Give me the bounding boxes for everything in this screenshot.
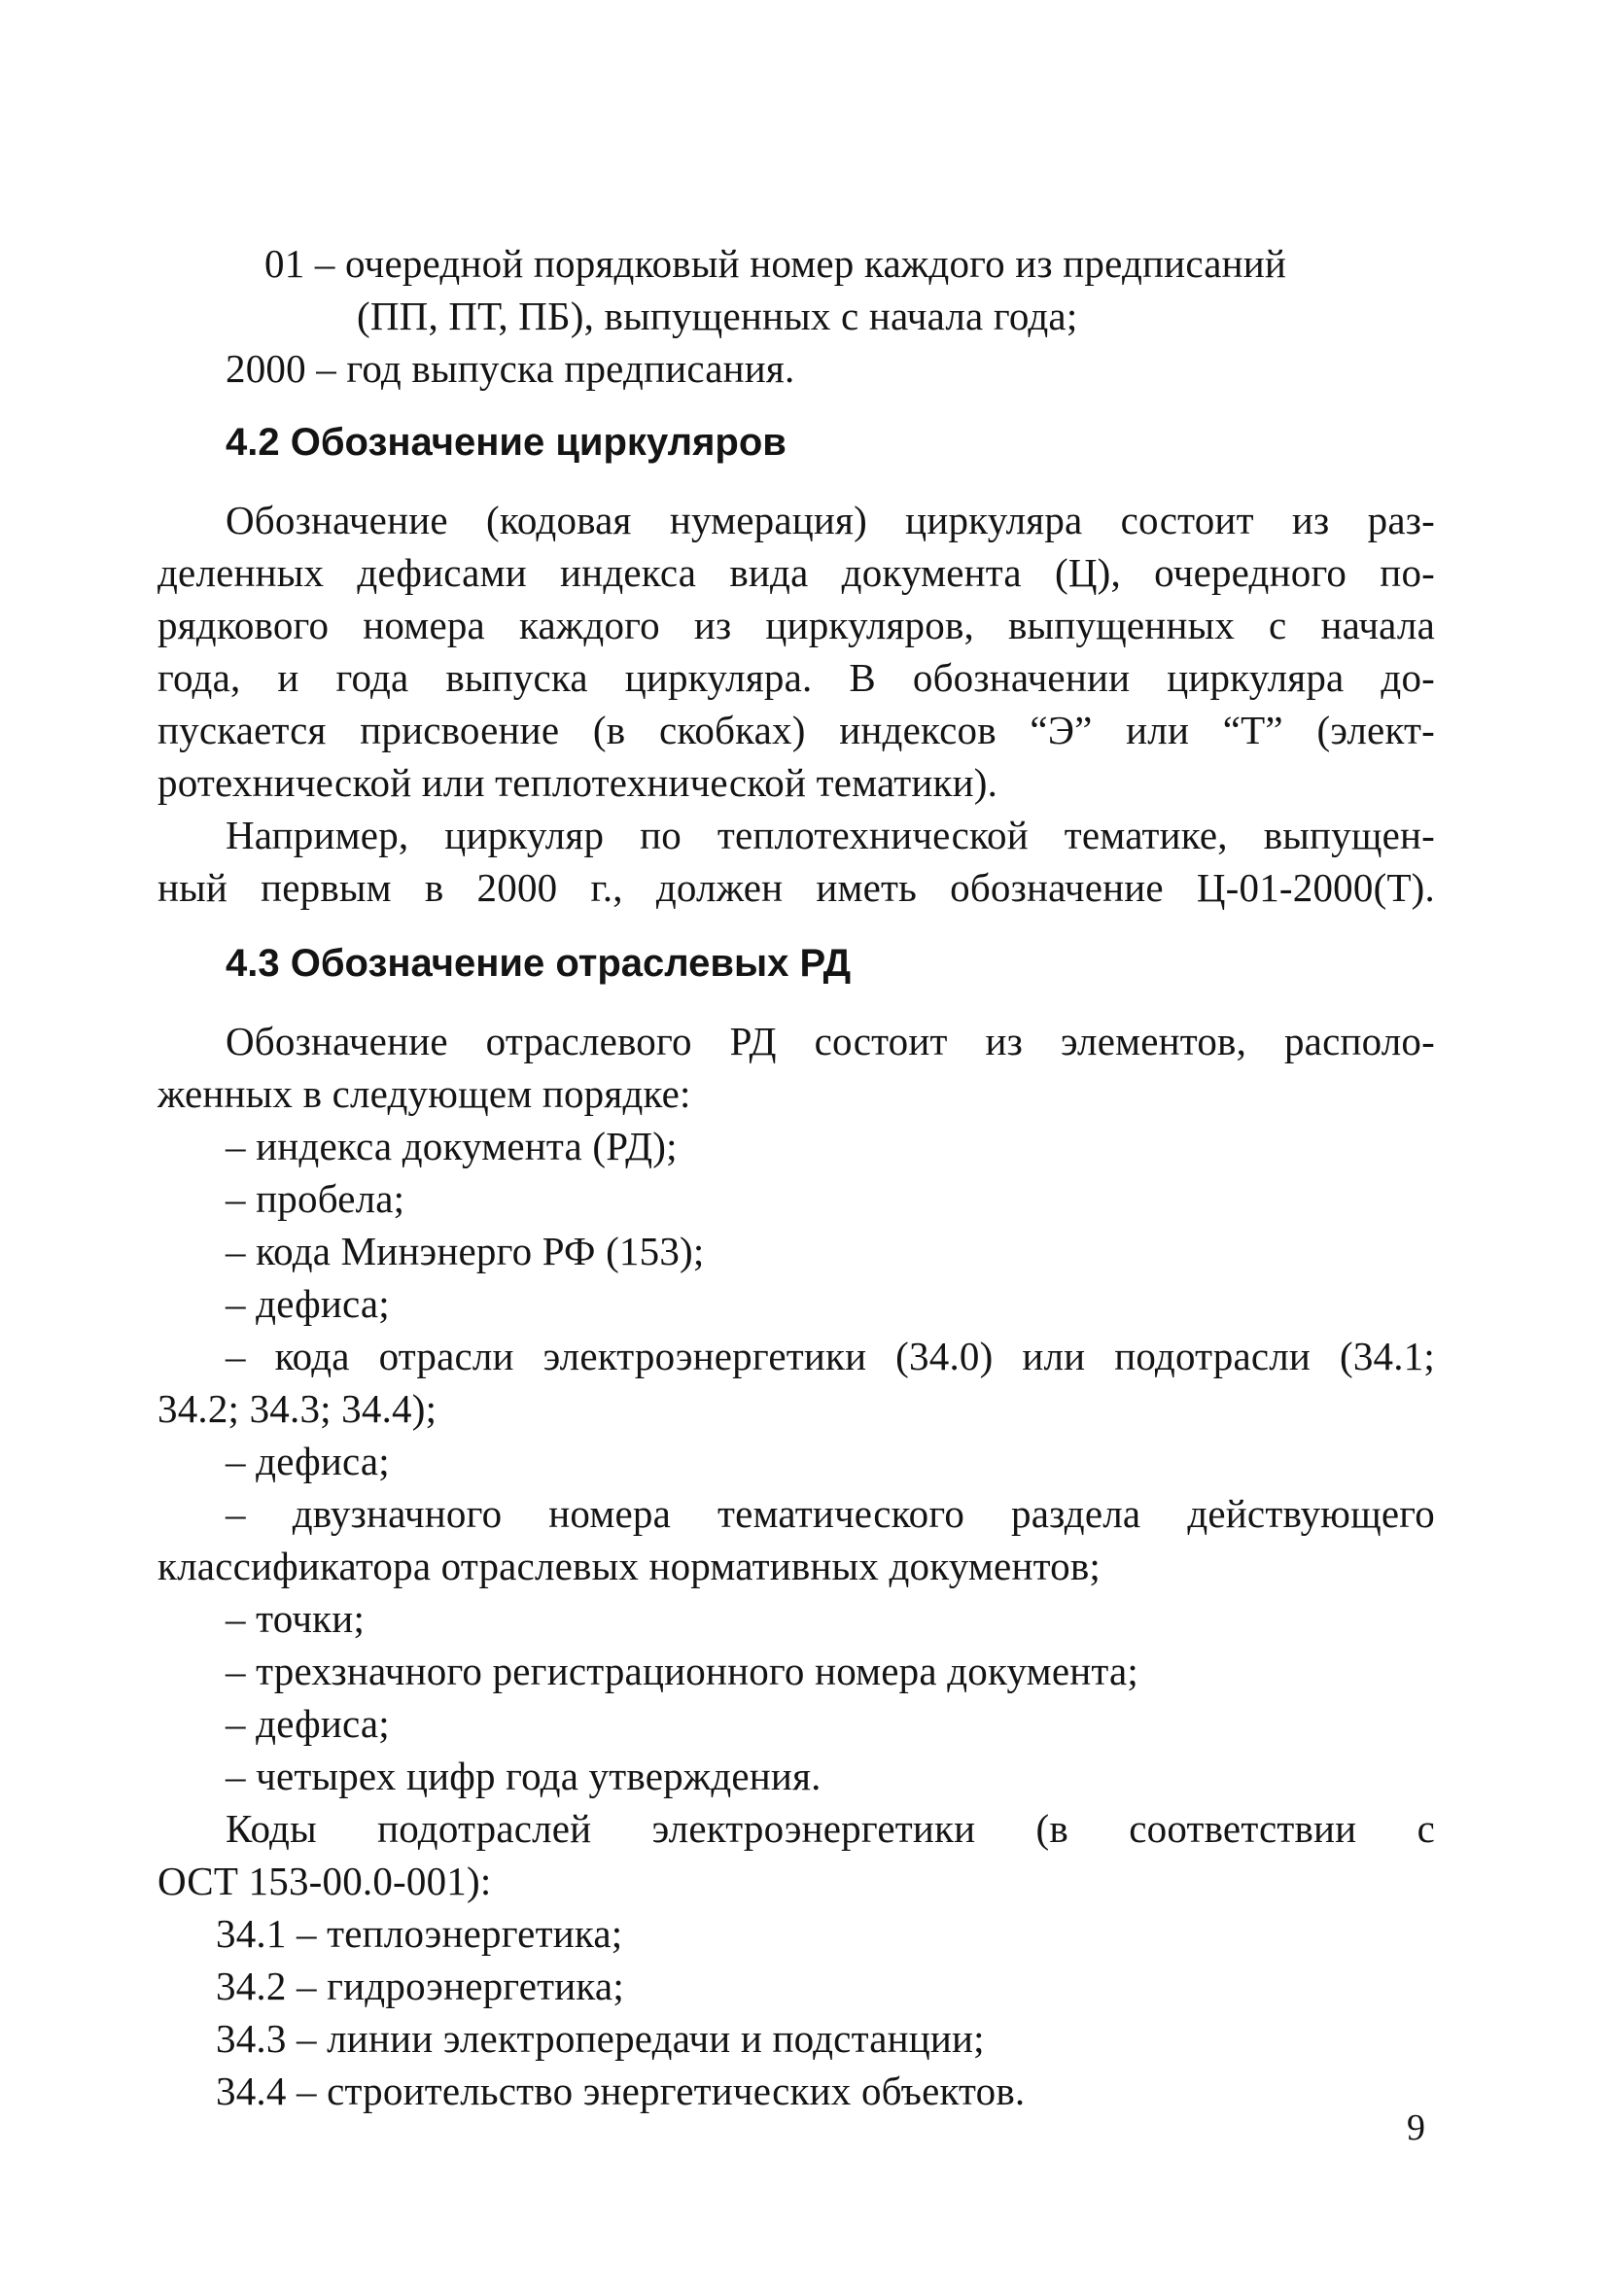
list-item: – кода отрасли электроэнергетики (34.0) или подотрасли (34.1;: [226, 1334, 1435, 1378]
section-4-2-heading: 4.2 Обозначение циркуляров: [226, 421, 787, 464]
definition-2000: 2000 – год выпуска предписания.: [226, 346, 795, 391]
list-item: – точки;: [226, 1596, 366, 1641]
paragraph-line: женных в следующем порядке:: [157, 1071, 691, 1116]
paragraph-line: Коды подотраслей электроэнергетики (в соответствии с: [226, 1806, 1435, 1851]
paragraph-line: деленных дефисами индекса вида документа (Ц), очередного по-: [157, 550, 1435, 595]
definition-01-line1: 01 – очередной порядковый номер каждого из предписаний: [264, 241, 1287, 286]
paragraph-line: ротехнической или теплотехнической тематики).: [157, 760, 998, 805]
code-item: 34.3 – линии электропередачи и подстанции;: [216, 2016, 985, 2061]
paragraph-line: ОСТ 153-00.0-001):: [157, 1859, 492, 1903]
list-item: классификатора отраслевых нормативных документов;: [157, 1544, 1102, 1588]
code-item: 34.4 – строительство энергетических объектов.: [216, 2069, 1026, 2113]
list-item: – индекса документа (РД);: [226, 1124, 678, 1168]
paragraph-line: Например, циркуляр по теплотехнической тематике, выпущен-: [226, 813, 1435, 857]
list-item: – двузначного номера тематического раздела действующего: [226, 1491, 1435, 1536]
paragraph-line: Обозначение (кодовая нумерация) циркуляра состоит из раз-: [226, 498, 1435, 542]
list-item: 34.2; 34.3; 34.4);: [157, 1386, 437, 1431]
definition-01-line2: (ПП, ПТ, ПБ), выпущенных с начала года;: [357, 294, 1078, 338]
list-item: – дефиса;: [226, 1701, 390, 1746]
paragraph-line: года, и года выпуска циркуляра. В обозначении циркуляра до-: [157, 655, 1435, 700]
list-item: – четырех цифр года утверждения.: [226, 1754, 822, 1798]
paragraph-line: пускается присвоение (в скобках) индексов “Э” или “Т” (элект-: [157, 708, 1435, 752]
list-item: – дефиса;: [226, 1281, 390, 1326]
code-item: 34.1 – теплоэнергетика;: [216, 1911, 623, 1956]
paragraph-line: Обозначение отраслевого РД состоит из элементов, располо-: [226, 1019, 1435, 1063]
code-item: 34.2 – гидроэнергетика;: [216, 1964, 624, 2008]
list-item: – кода Минэнерго РФ (153);: [226, 1229, 705, 1273]
list-item: – дефиса;: [226, 1439, 390, 1483]
paragraph-line: ный первым в 2000 г., должен иметь обозначение Ц-01-2000(Т).: [157, 865, 1435, 910]
section-4-3-heading: 4.3 Обозначение отраслевых РД: [226, 942, 852, 985]
list-item: – трехзначного регистрационного номера документа;: [226, 1649, 1138, 1693]
page-number: 9: [1407, 2107, 1425, 2148]
list-item: – пробела;: [226, 1176, 405, 1221]
paragraph-line: рядкового номера каждого из циркуляров, выпущенных с начала: [157, 603, 1435, 647]
